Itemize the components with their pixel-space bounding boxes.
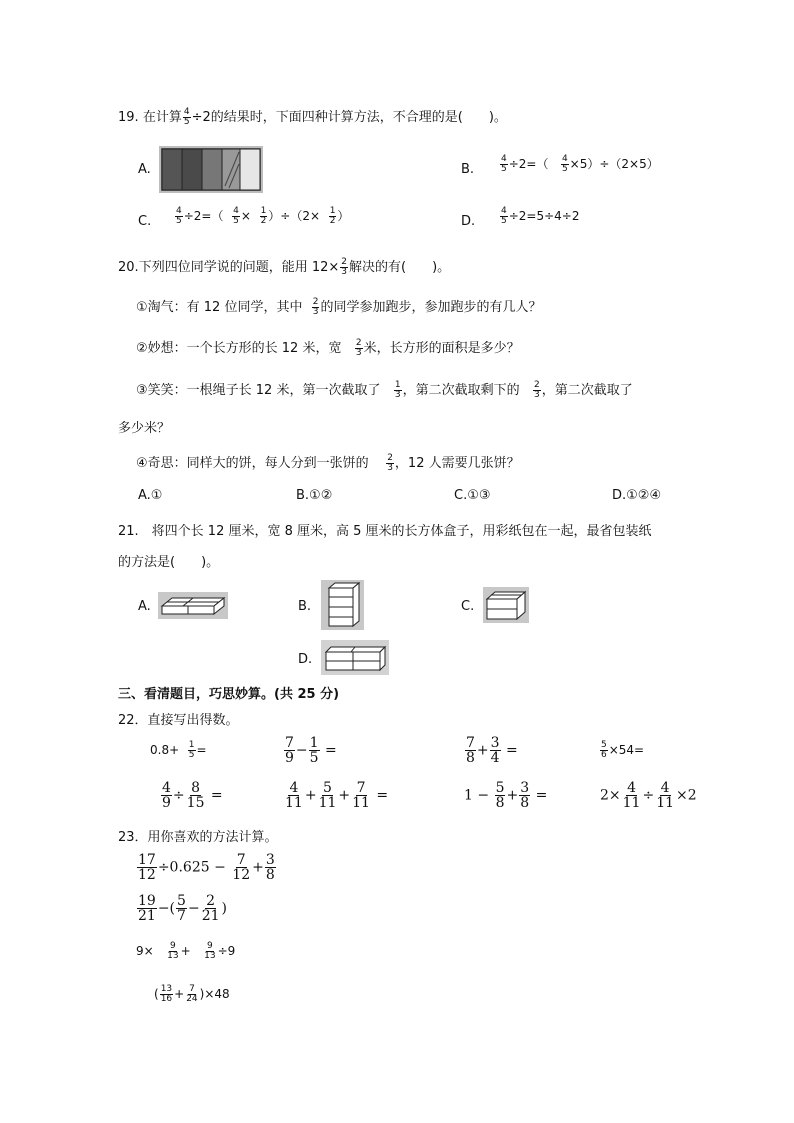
option-c-expression: $\frac{4}{5}$ ÷2=（ $\frac{4}{5}$ × $\frac{1}{2}$ ）÷（2× $\frac{1}{2}$ ）: [176, 206, 350, 226]
q23-expr-3: 9× $\frac{9}{13}$ + $\frac{9}{13}$ ÷9: [136, 941, 236, 961]
q22-expr-1: 0.8+ $\frac{1}{5}$ =: [150, 740, 207, 760]
option-a-boxes-image: [158, 592, 228, 619]
q20-stem: 20.下列四位同学说的问题，能用 12× $\frac{2}{3}$ 解决的有( )。: [118, 257, 451, 277]
q21-option-d-label: D.: [298, 652, 313, 667]
option-a-label: A.: [138, 162, 151, 177]
option-c-boxes-image: [483, 587, 529, 623]
option-d-expression: $\frac{4}{5}$ ÷2=5÷4÷2: [501, 206, 580, 226]
fraction: $\frac{4}{5}$: [183, 107, 190, 127]
q23-expr-1: $\frac{17}{12}$ ÷0.625 − $\frac{7}{12}$ + $\frac{3}{8}$: [138, 852, 275, 883]
q22-expr-4: $\frac{5}{6}$ ×54=: [601, 740, 645, 760]
option-c-label: C.: [138, 214, 152, 229]
q21-option-c-label: C.: [461, 599, 475, 614]
q21-option-a-label: A.: [138, 599, 151, 614]
option-a-fraction-bar-image: [159, 146, 263, 193]
option-b-expression: $\frac{4}{5}$ ÷2=（ $\frac{4}{5}$ ×5）÷（2×5）: [501, 154, 659, 174]
q19-number: 19.: [118, 110, 139, 125]
q20-statement-1: ①淘气：有 12 位同学，其中 $\frac{2}{3}$ 的同学参加跑步，参加跑步的有几人？: [136, 297, 542, 317]
q19-stem: 19. 在计算 $\frac{4}{5}$ ÷2的结果时，下面四种计算方法，不合理的是( )。: [118, 107, 507, 127]
q20-option-a: A.①: [138, 488, 163, 503]
q22-title: 22．直接写出得数。: [118, 713, 239, 728]
q22-expr-6: $\frac{4}{11}$ + $\frac{5}{11}$ + $\frac{7}{11}$ =: [285, 780, 389, 811]
q23-expr-4: ( $\frac{13}{16}$ + $\frac{7}{24}$ )×48: [154, 984, 230, 1004]
q20-option-b: B.①②: [296, 488, 333, 503]
q22-expr-2: $\frac{7}{9}$ − $\frac{1}{5}$ =: [285, 735, 337, 766]
q20-statement-3-cont: 多少米？: [118, 421, 171, 436]
q21-stem-line1: 21. 将四个长 12 厘米，宽 8 厘米，高 5 厘米的长方体盒子，用彩纸包在一起，最省包装纸: [118, 524, 652, 539]
q22-expr-3: $\frac{7}{8}$ + $\frac{3}{4}$ =: [466, 735, 518, 766]
q22-expr-8: 2× $\frac{4}{11}$ ÷ $\frac{4}{11}$ ×2: [600, 780, 697, 811]
q22-expr-7: 1 − $\frac{5}{8}$ + $\frac{3}{8}$ =: [464, 780, 548, 811]
q23-title: 23．用你喜欢的方法计算。: [118, 830, 278, 845]
section-3-title: 三、看清题目，巧思妙算。(共 25 分): [118, 687, 340, 702]
option-d-label: D.: [461, 214, 476, 229]
q20-statement-3: ③笑笑：一根绳子长 12 米，第一次截取了 $\frac{1}{3}$ ，第二次截取剩下的 $\frac{2}{3}$ ，第二次截取了: [136, 380, 633, 400]
q21-stem-line2: 的方法是( )。: [118, 555, 220, 570]
option-b-label: B.: [461, 162, 475, 177]
q20-option-c: C.①③: [454, 488, 491, 503]
q20-statement-4: ④奇思：同样大的饼，每人分到一张饼的 $\frac{2}{3}$ ，12 人需要几张饼？: [136, 453, 520, 473]
q21-option-b-label: B.: [298, 599, 312, 614]
q20-option-d: D.①②④: [612, 488, 662, 503]
q23-expr-2: $\frac{19}{21}$ −( $\frac{5}{7}$ − $\frac{2}{21}$ ): [138, 893, 227, 924]
q20-statement-2: ②妙想：一个长方形的长 12 米，宽 $\frac{2}{3}$ 米，长方形的面积是多少？: [136, 338, 520, 358]
q22-expr-5: $\frac{4}{9}$ ÷ $\frac{8}{15}$ =: [162, 780, 223, 811]
option-d-boxes-image: [321, 640, 389, 675]
option-b-boxes-image: [321, 580, 364, 630]
